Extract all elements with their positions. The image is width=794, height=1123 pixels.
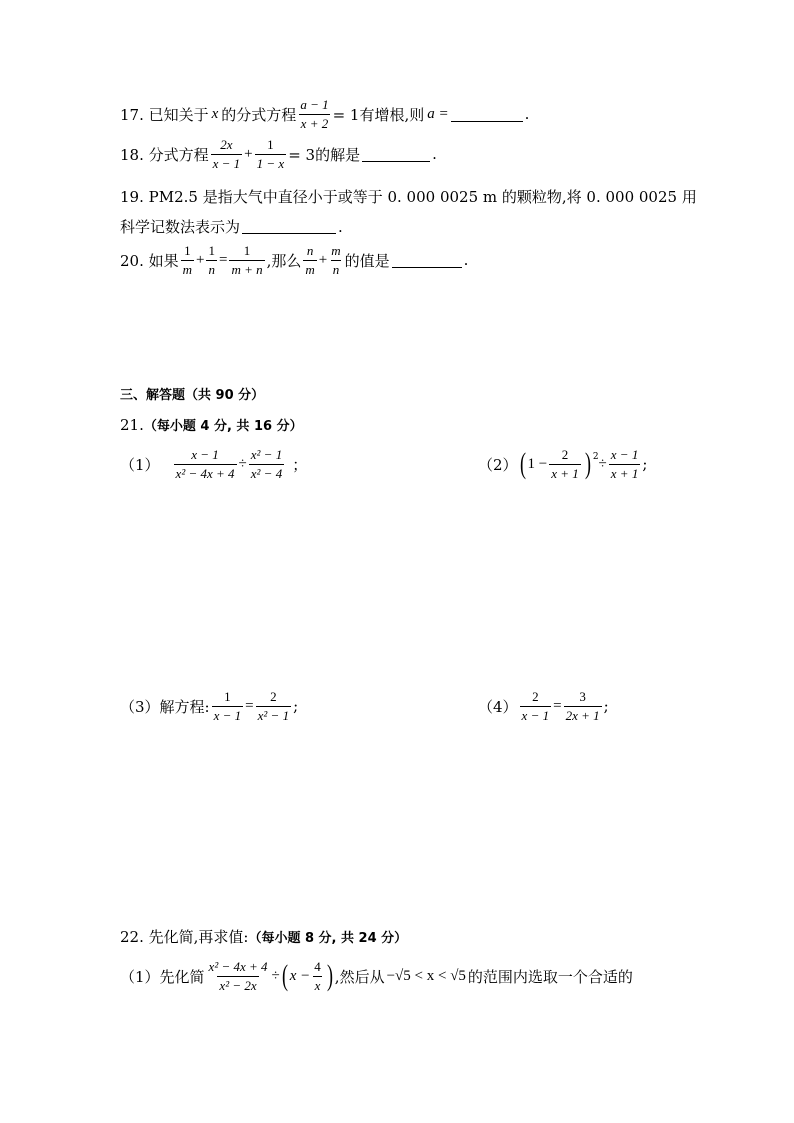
q17-mid: 的分式方程 [221, 105, 297, 124]
q20-f2-denominator: n [208, 261, 215, 277]
q21-part-2 [478, 448, 647, 480]
q18-end: . [432, 145, 437, 164]
q21-p2-c-denominator: x + 1 [551, 465, 579, 481]
q20-dot: . [463, 251, 469, 270]
q21-p3-b-numerator: 2 [270, 689, 277, 704]
q21-p1-fraction-b [249, 448, 284, 480]
q20-f3-denominator: m + n [231, 261, 263, 277]
q21-p2-c-numerator: 2 [561, 447, 569, 462]
q22-p1-a-denominator: x² − 2x [219, 977, 257, 993]
q21-p2-one-minus: 1 − [527, 455, 548, 472]
q19-answer-blank [242, 219, 336, 234]
q22-title-text: 22. 先化简,再求值: [120, 928, 249, 946]
q22-p1-tail: ,然后从 [334, 967, 385, 986]
q21-p4-fraction-b [564, 690, 602, 722]
q18-fraction-2 [255, 138, 287, 170]
q20-end-text: 的值是 [344, 251, 390, 270]
q20-answer-blank [392, 253, 462, 268]
q18-f1-denominator: x − 1 [212, 155, 241, 171]
q22-p1-right-paren: ) [326, 959, 333, 993]
q21-p3-eq: = [245, 697, 254, 714]
q17-eq: = 1有增根,则 [332, 105, 425, 124]
q18-plus: + [244, 145, 253, 162]
q20-eq: = [218, 251, 228, 268]
q21-p4-end: ; [603, 697, 609, 716]
q21-number: 21. [120, 415, 144, 434]
question-22-title [120, 926, 407, 947]
section-3-title [120, 384, 264, 403]
q22-p1-fraction-b [312, 960, 323, 992]
q21-p1-a-denominator: x² − 4x + 4 [175, 465, 235, 481]
question-18 [120, 138, 437, 170]
q21-p2-end: ; [642, 455, 648, 474]
question-19-line-2 [120, 216, 343, 237]
q18-prefix: 18. 分式方程 [120, 145, 209, 164]
q21-p3-fraction-a [212, 690, 244, 722]
q19-end: . [338, 217, 343, 236]
q21-p2-left-paren: ( [519, 447, 526, 481]
q21-p2-fraction-d [609, 448, 641, 480]
q20-fraction-3 [229, 244, 264, 276]
q22-p1-fraction-a [207, 960, 270, 992]
q21-p3-end: ; [293, 697, 299, 716]
q21-p2-square: 2 [592, 452, 599, 462]
q21-part-3 [120, 690, 298, 722]
q21-p3-a-numerator: 1 [224, 689, 231, 704]
q20-f2-numerator: 1 [208, 243, 215, 258]
question-21-title [120, 415, 303, 434]
q21-p4-a-denominator: x − 1 [521, 707, 550, 723]
q21-p4-eq: = [553, 697, 562, 714]
q17-a: a = [427, 105, 449, 122]
q21-p1-fraction-a [174, 448, 237, 480]
q21-p1-b-denominator: x² − 4 [250, 465, 283, 481]
q18-f2-denominator: 1 − x [256, 155, 285, 171]
q20-fraction-2 [206, 244, 217, 276]
q21-p2-label: （2） [478, 455, 518, 474]
q22-part-1 [120, 960, 633, 992]
q22-p1-range: −√5 < x < √5 [386, 967, 466, 984]
q21-p4-b-numerator: 3 [579, 689, 586, 704]
q17-end: . [524, 105, 530, 124]
q20-f5-denominator: n [332, 261, 340, 277]
q18-answer-blank [362, 147, 430, 162]
question-20 [120, 244, 468, 276]
q18-f2-numerator: 1 [267, 137, 274, 152]
q22-note: （每小题 8 分, 共 24 分） [248, 931, 408, 946]
q17-x: x [211, 105, 219, 122]
q22-p1-left-paren: ( [281, 959, 288, 993]
q21-p3-label: （3）解方程: [120, 697, 210, 716]
q21-p2-d-numerator: x − 1 [610, 447, 639, 462]
q21-p4-a-numerator: 2 [532, 689, 539, 704]
q20-fraction-4 [303, 244, 316, 276]
q21-p2-right-paren: ) [584, 447, 591, 481]
q21-p1-b-numerator: x² − 1 [250, 447, 283, 462]
q22-p1-a-numerator: x² − 4x + 4 [208, 959, 268, 974]
q21-p2-divide: ÷ [598, 455, 607, 472]
q20-mid: ,那么 [266, 251, 302, 270]
question-19-line-1 [120, 186, 697, 207]
q21-p4-label: （4） [478, 697, 518, 716]
q20-f3-numerator: 1 [243, 243, 251, 258]
q20-f4-denominator: m [305, 261, 315, 277]
q21-part-4 [478, 690, 609, 722]
q22-p1-divide: ÷ [271, 967, 280, 984]
q20-plus: + [196, 251, 205, 268]
q20-prefix: 20. 如果 [120, 251, 179, 270]
q21-p3-a-denominator: x − 1 [213, 707, 242, 723]
q19-line1: 19. PM2.5 是指大气中直径小于或等于 0. 000 0025 m 的颗粒物,将 0. 000 0025 用 [120, 188, 697, 206]
q22-p1-b-denominator: x [314, 977, 321, 993]
q21-p4-b-denominator: 2x + 1 [565, 707, 600, 723]
q21-p1-divide: ÷ [238, 455, 247, 472]
q22-p1-b-numerator: 4 [314, 959, 321, 974]
q21-p1-end: ； [292, 455, 308, 474]
q18-eq: = 3的解是 [288, 145, 361, 164]
q22-p1-inner: x − [289, 967, 311, 984]
q20-plus-2: + [318, 251, 328, 268]
q21-p2-fraction-c [549, 448, 581, 480]
section-3-title-text: 三、解答题（共 90 分） [120, 388, 265, 403]
q22-p1-label: （1）先化简 [120, 967, 205, 986]
q17-fraction-numerator: a − 1 [300, 97, 329, 112]
q20-f1-denominator: m [182, 261, 193, 277]
q17-fraction-denominator: x + 2 [300, 115, 329, 131]
q22-p1-tail-2: 的范围内选取一个合适的 [467, 967, 633, 986]
q18-fraction-1 [211, 138, 243, 170]
q21-p3-fraction-b [256, 690, 291, 722]
q21-p3-b-denominator: x² − 1 [257, 707, 290, 723]
q20-fraction-5 [329, 244, 342, 276]
q21-note: （每小题 4 分, 共 16 分） [143, 419, 303, 434]
q17-prefix: 17. 已知关于 [120, 105, 209, 124]
q17-fraction [298, 98, 330, 130]
q20-fraction-1 [181, 244, 194, 276]
q21-p4-fraction-a [520, 690, 552, 722]
question-17 [120, 98, 529, 130]
q18-f1-numerator: 2x [220, 137, 233, 152]
q19-line2: 科学记数法表示为 [120, 218, 241, 236]
q21-p1-a-numerator: x − 1 [191, 447, 219, 462]
q21-part-1 [120, 448, 307, 480]
q20-f4-numerator: n [306, 243, 314, 258]
q20-f5-numerator: m [331, 243, 341, 258]
q17-answer-blank [451, 107, 523, 122]
q21-p2-d-denominator: x + 1 [610, 465, 639, 481]
q20-f1-numerator: 1 [184, 243, 191, 258]
q21-p1-label: （1） [120, 455, 160, 474]
